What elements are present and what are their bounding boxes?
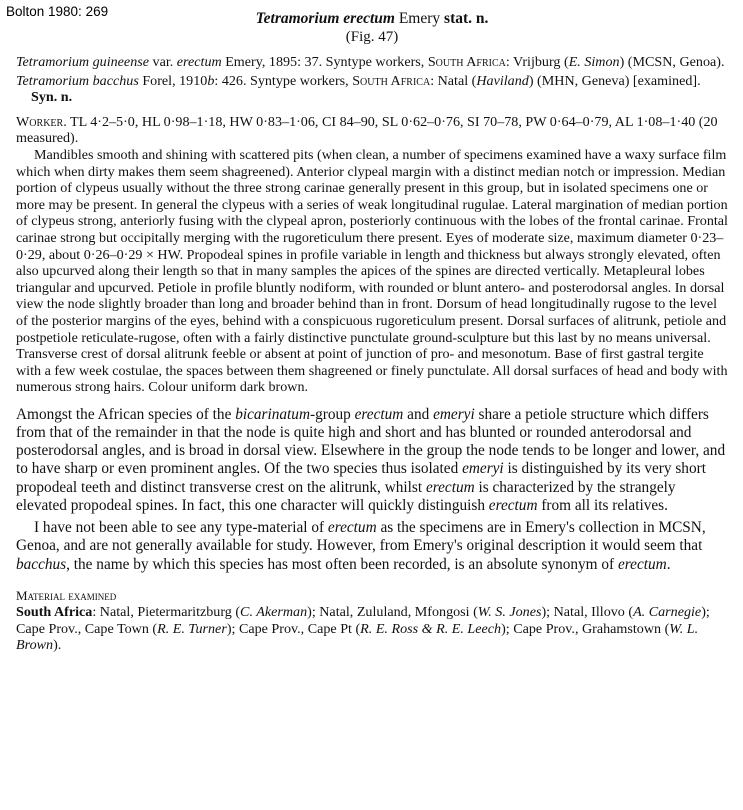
synonym-repository: ) (MHN, Geneva) [examined]. <box>528 72 701 89</box>
synonym-citation-suffix: b <box>207 72 215 89</box>
text-run: ); Natal, Illovo ( <box>541 604 634 621</box>
synonym-citation-detail: : 426. Syntype workers, <box>214 72 349 89</box>
synonym-collector: E. Simon <box>568 54 620 70</box>
text-run: ); Natal, Zululand, Mfongosi ( <box>307 604 478 621</box>
text-run: . <box>666 555 671 573</box>
worker-heading: Worker. <box>16 113 67 130</box>
synonym-entry <box>16 73 728 106</box>
text-run: from all its relatives. <box>541 496 668 514</box>
synonym-var-name: erectum <box>176 54 222 70</box>
collector-name: W. L. Brown <box>16 620 699 654</box>
worker-description: Mandibles smooth and shining with scattered pits (when clean, a number of specimens examined have a waxy surface film which when dirty makes them seem shagreened). Anterior clypeal margin with a distinct median notch or impression. Median portion of clypeus usually without the three strong carinae generally present in this group, but in isolated specimens one or more may be present. In general the clypeus with a series of weak longitudinal rugulae. Lateral margination of median portion of clypeus strong, anteriorly fusing with the clypeal apron, posteriorly continuous with the lobes of the frontal carinae. Frontal carinae strong but occipitally merging with the rugoreticulum there present. Eyes of moderate size, maximum diameter 0·23–0·29, about 0·26–0·29 × HW. Propodeal spines in profile variable in length and thickness but always strongly elevated, often also upcurved along their length so that in many samples the apices of the spines are directed vertically. Metapleural lobes triangular and upcurved. Petiole in profile bluntly nodiform, with rounded or blunt antero- and posterodorsal angles. In dorsal view the node slightly broader than long and broader behind than in front. Dorsum of head longitudinally rugose to the level of the posterior margins of the eyes, behind with a conspicuous rugoreticulum present. Dorsal surfaces of alitrunk, petiole and postpetiole reticulate-rugose, often with a fairly distinctive punctulate ground-sculpture but this last by no means universal. Transverse crest of dorsal alitrunk feeble or absent at point of junction of pro- and mesonotum. Base of first gastral tergite with a few week costulae, the spaces between them shagreened or finely punctulate. All dorsal surfaces of head and body with numerous strong hairs. Colour uniform dark brown. <box>16 146 728 396</box>
synonym-name: Tetramorium bacchus <box>16 72 139 89</box>
text-run: Amongst the African species of the <box>16 405 232 423</box>
material-heading: Material examined <box>16 587 117 603</box>
species-title <box>16 10 728 28</box>
text-run: ); Cape Prov., Grahamstown ( <box>501 620 670 637</box>
species-ref: erectum <box>327 519 377 537</box>
synonym-name: Tetramorium guineense <box>16 54 149 70</box>
synonym-collector: Haviland <box>476 72 529 89</box>
synonym-region: South Africa <box>427 54 506 70</box>
species-ref: bacchus <box>16 555 67 573</box>
taxon-account <box>16 10 728 654</box>
collector-name: R. E. Turner <box>157 620 227 637</box>
collector-name: R. E. Ross & R. E. Leech <box>360 620 502 637</box>
discussion-paragraph <box>16 406 728 515</box>
text-run: -group <box>310 405 351 423</box>
species-ref: emeryi <box>462 460 504 478</box>
material-list <box>16 604 728 654</box>
measurements-text: TL 4·2–5·0, HL 0·98–1·18, HW 0·83–1·06, CI 84–90, SL 0·62–0·76, SI 70–78, PW 0·64–0·79, AL 1·08–1·40 (20 measured). <box>16 113 718 147</box>
figure-reference: (Fig. 47) <box>345 29 399 45</box>
synonym-region: South Africa <box>352 72 431 89</box>
species-ref: erectum <box>425 478 475 496</box>
synonym-var-prefix: var. <box>152 54 174 70</box>
synonym-entry <box>16 54 728 71</box>
discussion-paragraph <box>16 519 728 574</box>
synonym-note: Syn. n. <box>31 89 73 106</box>
species-ref: emeryi <box>433 405 475 423</box>
collector-name: C. Akerman <box>240 604 308 621</box>
species-ref: erectum <box>617 555 667 573</box>
synonym-citation: Emery, 1895: 37. Syntype workers, <box>225 54 425 70</box>
text-run: and <box>407 405 430 423</box>
text-run: as the specimens are in Emery's collection in MCSN, Genoa, and are not generally available for study. However, from Emery's original description it would seem that <box>16 519 706 555</box>
text-run: : Natal, Pietermaritzburg ( <box>92 604 241 621</box>
group-name: bicarinatum <box>235 405 310 423</box>
text-run: ). <box>53 637 62 654</box>
source-label: Bolton 1980: 269 <box>6 4 109 19</box>
species-ref: erectum <box>354 405 404 423</box>
text-run: I have not been able to see any type-material of <box>34 519 325 537</box>
species-status: stat. n. <box>444 10 489 27</box>
text-run: is characterized by the strangely elevated propodeal spines. In fact, this one character will quickly distinguish <box>16 478 676 514</box>
text-run: is distinguished by its very short propodeal teeth and distinct transverse crest on the alitrunk, whilst <box>16 460 706 496</box>
collector-name: W. S. Jones <box>477 604 542 621</box>
text-run: ); Cape Prov., Cape Town ( <box>16 604 710 637</box>
synonym-locality: : Vrijburg ( <box>505 54 569 70</box>
species-author: Emery <box>398 10 441 27</box>
species-ref: erectum <box>488 496 538 514</box>
collector-name: A. Carnegie <box>633 604 702 621</box>
material-country: South Africa <box>16 604 93 621</box>
text-run: , the name by which this species has most often been recorded, is an absolute synonym of <box>66 555 615 573</box>
worker-measurements <box>16 114 728 147</box>
text-run: ); Cape Prov., Cape Pt ( <box>226 620 361 637</box>
species-name: Tetramorium erectum <box>255 10 395 27</box>
synonym-repository: ) (MCSN, Genoa). <box>619 54 725 70</box>
synonym-locality: : Natal ( <box>430 72 477 89</box>
synonym-citation: Forel, 1910 <box>142 72 208 89</box>
text-run: share a petiole structure which differs from that of the remainder in that the node is quite high and short and has blunted or rounded anterodorsal and posterodorsal angles, and is broad in dorsal view. Elsewhere in the group the node tends to be longer and lower, and to have sharp or even prominent angles. Of the two species thus isolated <box>16 405 726 478</box>
